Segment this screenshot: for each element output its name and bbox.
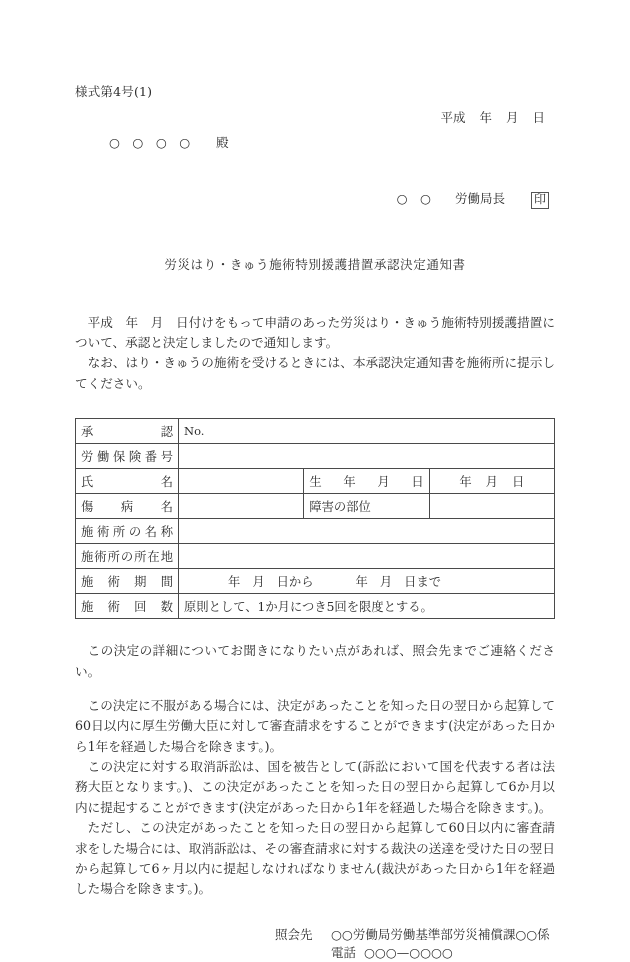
intro-paragraph-1: 平成 年 月 日付けをもって申請のあった労災はり・きゅう施術特別援護措置について、承認と決定しましたので通知します。 [75, 314, 555, 350]
row-value-insurance-number[interactable] [179, 444, 555, 469]
issuer-title: 労働局長 [454, 190, 505, 206]
notice-proviso: ただし、この決定があったことを知った日の翌日から起算して60日以内に審査請求をした場合には、取消訴訟は、その審査請求に対する裁決の送達を受けた日の翌日から起算して6ヶ月以内に提起しなければなりません(裁決があった日から1年を経過した場合を除きます。)。 [75, 820, 555, 897]
notice-appeal: この決定に不服がある場合には、決定があったことを知った日の翌日から起算して60日以内に厚生労働大臣に対して審査請求をすることができます(決定があった日から1年を経過した場合を除きます。)。 [75, 697, 555, 754]
row-label-clinic-name: 施術所の名称 [76, 519, 179, 544]
table-row [76, 544, 555, 569]
period-to-month: 月 [379, 575, 393, 590]
row-label-approval: 承認 [76, 419, 179, 444]
contact-phone-label: 電話 [331, 944, 357, 960]
row-label-affected-part: 障害の部位 [304, 494, 429, 519]
row-value-affected-part[interactable] [429, 494, 554, 519]
document-sheet [75, 85, 555, 962]
row-label-insurance-number: 労働保険番号 [76, 444, 179, 469]
notices-block [75, 641, 555, 900]
intro-block [75, 313, 555, 395]
table-row [76, 494, 555, 519]
row-label-treatment-count: 施術回数 [76, 594, 179, 619]
table-row [76, 569, 555, 594]
approval-details-table [75, 418, 555, 619]
row-value-clinic-address[interactable] [179, 544, 555, 569]
table-row [76, 469, 555, 494]
date-line [75, 108, 555, 126]
form-number: 様式第4号(1) [75, 84, 153, 99]
contact-office: ○○労働局労働基準部労災補償課○○係 [331, 926, 550, 942]
contact-phone-line [275, 944, 555, 962]
date-era: 平成 [440, 109, 466, 125]
page-title: 労災はり・きゅう施術特別援護措置承認決定通知書 [164, 256, 466, 272]
row-label-clinic-address: 施術所の所在地 [76, 544, 179, 569]
row-label-birthdate: 生年月日 [304, 469, 429, 494]
table-row [76, 594, 555, 619]
birthdate-day-label: 日 [511, 475, 525, 490]
date-year-label: 年 [479, 109, 492, 125]
addressee-honorific: 殿 [216, 134, 229, 150]
notice-spacer [75, 682, 555, 696]
date-day-label: 日 [532, 109, 545, 125]
row-value-birthdate[interactable] [429, 469, 554, 494]
row-value-approval-number[interactable]: No. [179, 419, 555, 444]
table-row [76, 419, 555, 444]
period-to-year: 年 [355, 575, 368, 590]
period-to-day: 日まで [404, 575, 442, 590]
row-value-name[interactable] [179, 469, 304, 494]
contact-phone-number: ○○○—○○○○ [363, 944, 453, 960]
contact-block [75, 926, 555, 962]
contact-label: 照会先 [275, 926, 313, 942]
notice-inquiry: この決定の詳細についてお聞きになりたい点があれば、照会先までご連絡ください。 [75, 643, 555, 679]
birthdate-year-label: 年 [459, 475, 472, 490]
date-month-label: 月 [505, 109, 519, 125]
row-value-treatment-period[interactable] [179, 569, 555, 594]
notice-litigation: この決定に対する取消訴訟は、国を被告として(訴訟において国を代表する者は法務大臣となります。)、この決定があったことを知った日の翌日から起算して6か月以内に提起することができます(決定があった日から1年を経過した場合を除きます。)。 [75, 759, 555, 815]
birthdate-month-label: 月 [485, 475, 498, 490]
table-row [76, 519, 555, 544]
row-value-injury[interactable] [179, 494, 304, 519]
period-from-day: 日から [276, 575, 314, 590]
addressee-line [75, 133, 555, 151]
table-row [76, 444, 555, 469]
intro-paragraph-2: なお、はり・きゅうの施術を受けるときには、本承認決定通知書を施術所に提示してください。 [75, 355, 555, 391]
addressee-placeholder-circles: ○ ○ ○ ○ [109, 134, 191, 150]
row-label-treatment-period: 施術期間 [76, 569, 179, 594]
issuer-line [75, 189, 555, 209]
seal-stamp-icon: 印 [531, 192, 549, 209]
row-label-name: 氏名 [76, 469, 179, 494]
period-from-year: 年 [228, 575, 241, 590]
issuer-placeholder-circles: ○ ○ [396, 190, 431, 206]
contact-office-line [275, 926, 555, 944]
row-value-clinic-name[interactable] [179, 519, 555, 544]
period-from-month: 月 [252, 575, 265, 590]
row-value-treatment-count: 原則として、1か月につき5回を限度とする。 [179, 594, 555, 619]
row-label-injury: 傷病名 [76, 494, 179, 519]
